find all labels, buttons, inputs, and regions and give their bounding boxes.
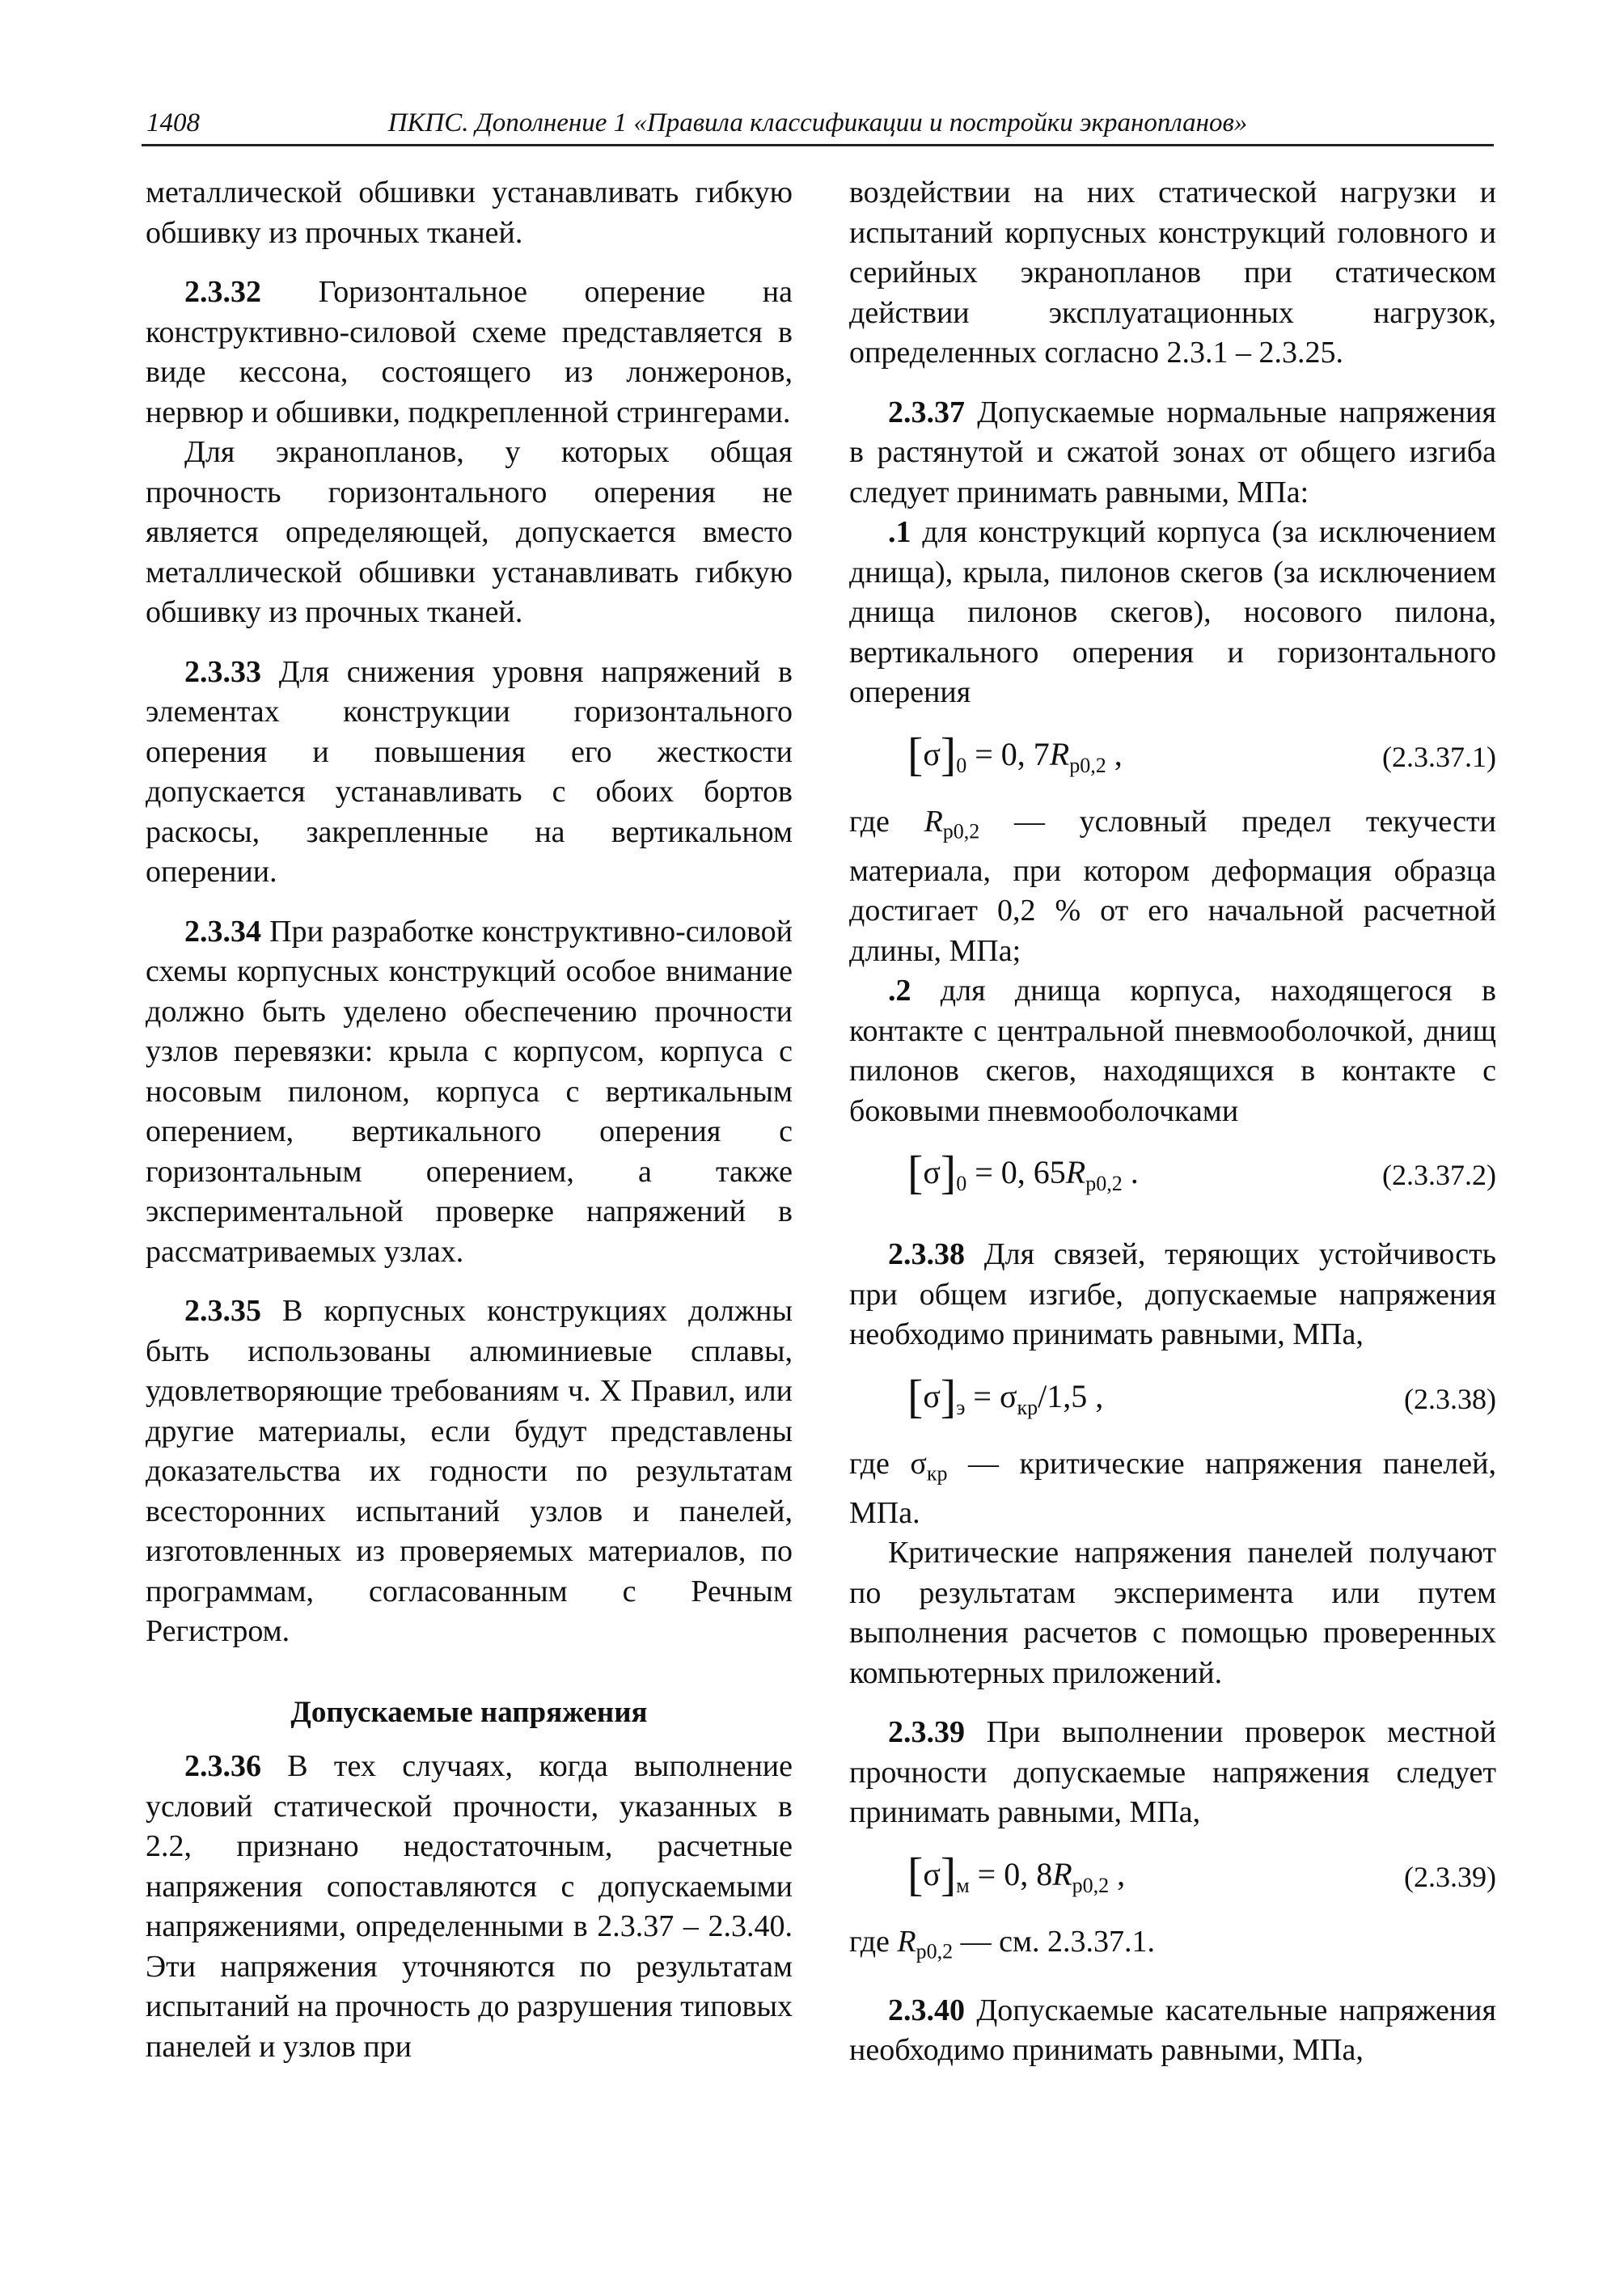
formula-number: (2.3.39): [1404, 1860, 1496, 1893]
formula-2-3-39: $[\sigma]_м = 0$, $8R_{p0,2}$ , (2.3.39): [907, 1847, 1496, 1900]
formula-number: (2.3.38): [1404, 1382, 1496, 1415]
section-2-3-32-para-2: Для экранопланов, у которых общая прочность горизонтального оперения не является определяющей, допускается вместо металлической обшивки устанавливать гибкую обшивку из прочных тканей.: [146, 435, 793, 629]
section-2-3-40: 2.3.40 Допускаемые касательные напряжения необходимо принимать равными, МПа,: [849, 1993, 1496, 2068]
critical-stress-paragraph: Критические напряжения панелей получают по результатам эксперимента или путем выполнения расчетов с помощью проверенных компьютерных приложений.: [849, 1536, 1496, 1690]
paragraph-continuation: воздействии на них статической нагрузки и испытаний корпусных конструкций головного и серийных экранопланов при статическом действии эксплуатационных нагрузок, определенных согласно 2.3.1 – 2.3.25.: [849, 175, 1496, 370]
where-rp02: где $R_{p0,2}$ — условный предел текучести материала, при котором деформация образца достигает 0,2 % от его начальной расчетной длины, МПа;: [849, 804, 1496, 968]
item-2: .2 для днища корпуса, находящегося в контакте с центральной пневмооболочкой, днищ пилонов скегов, находящихся в контакте с боковыми пневмооболочками: [849, 974, 1496, 1128]
section-2-3-34: 2.3.34 При разработке конструктивно-силовой схемы корпусных конструкций особое внимание должно быть уделено обеспечению прочности узлов перевязки: крыла с корпусом, корпуса с носовым пилоном, корпуса с вертикальным оперением, вертикального оперения с горизонтальным оперением, а также экспериментальной проверке напряжений в рассматриваемых узлах.: [146, 914, 793, 1269]
paragraph-continuation: металлической обшивки устанавливать гибкую обшивку из прочных тканей.: [146, 175, 793, 250]
where-rp02-ref: где $R_{p0,2}$ — см. 2.3.37.1.: [849, 1924, 1156, 1963]
section-heading: Допускаемые напряжения: [290, 1695, 648, 1729]
formula-number: (2.3.37.1): [1382, 740, 1496, 773]
section-2-3-35: 2.3.35 В корпусных конструкциях должны быть использованы алюминиевые сплавы, удовлетворяющие требованиям ч. X Правил, или другие материалы, если будут представлены доказательства их годности по результатам всесторонних испытаний узлов и панелей, изготовленных из проверяемых материалов, по программам, согласованным с Речным Регистром.: [146, 1294, 793, 1648]
formula-number: (2.3.37.2): [1382, 1159, 1496, 1192]
section-2-3-32: 2.3.32 Горизонтальное оперение на конструктивно-силовой схеме представляется в виде кессона, состоящего из лонжеронов, нервюр и обшивки, подкрепленной стрингерами.: [146, 275, 793, 429]
page-header: [142, 105, 1494, 146]
formula-2-3-38: $[\sigma]_э = \sigma_{кр}/1,5$ , (2.3.38): [907, 1369, 1496, 1422]
section-2-3-37: 2.3.37 Допускаемые нормальные напряжения в растянутой и сжатой зонах от общего изгиба следует принимать равными, МПа:: [849, 395, 1496, 509]
formula-2-3-37-1: $[\sigma]_0 = 0$, $7R_{p0,2}$ , (2.3.37.1): [907, 727, 1496, 780]
item-1: .1 для конструкций корпуса (за исключением днища), крыла, пилонов скегов (за исключением днища пилонов скегов), носового пилона, вертикального оперения и горизонтального оперения: [849, 515, 1496, 709]
section-2-3-38: 2.3.38 Для связей, теряющих устойчивость при общем изгибе, допускаемые напряжения необходимо принимать равными, МПа,: [849, 1237, 1496, 1352]
page-number: 1408: [146, 108, 200, 137]
left-column: [146, 173, 793, 2067]
where-sigma-kr: где $\sigma_{кр}$ — критические напряжения панелей, МПа.: [849, 1446, 1496, 1530]
section-2-3-39: 2.3.39 При выполнении проверок местной прочности допускаемые напряжения следует принимать равными, МПа,: [849, 1715, 1496, 1830]
section-2-3-36: 2.3.36 В тех случаях, когда выполнение условий статической прочности, указанных в 2.2, признано недостаточным, расчетные напряжения сопоставляются с допускаемыми напряжениями, определенными в 2.3.37 – 2.3.40. Эти напряжения уточняются по результатам испытаний на прочность до разрушения типовых панелей и узлов при: [146, 1749, 793, 2064]
running-title: ПКПС. Дополнение 1 «Правила классификации и постройки экранопланов»: [387, 108, 1248, 137]
section-2-3-33: 2.3.33 Для снижения уровня напряжений в элементах конструкции горизонтального оперения и повышения его жесткости допускается устанавливать с обоих бортов раскосы, закрепленные на вертикальном оперении.: [146, 654, 793, 889]
formula-2-3-37-2: $[\sigma]_0 = 0$, $65R_{p0,2}$ . (2.3.37.2): [907, 1146, 1496, 1199]
right-column: [849, 173, 1496, 2071]
